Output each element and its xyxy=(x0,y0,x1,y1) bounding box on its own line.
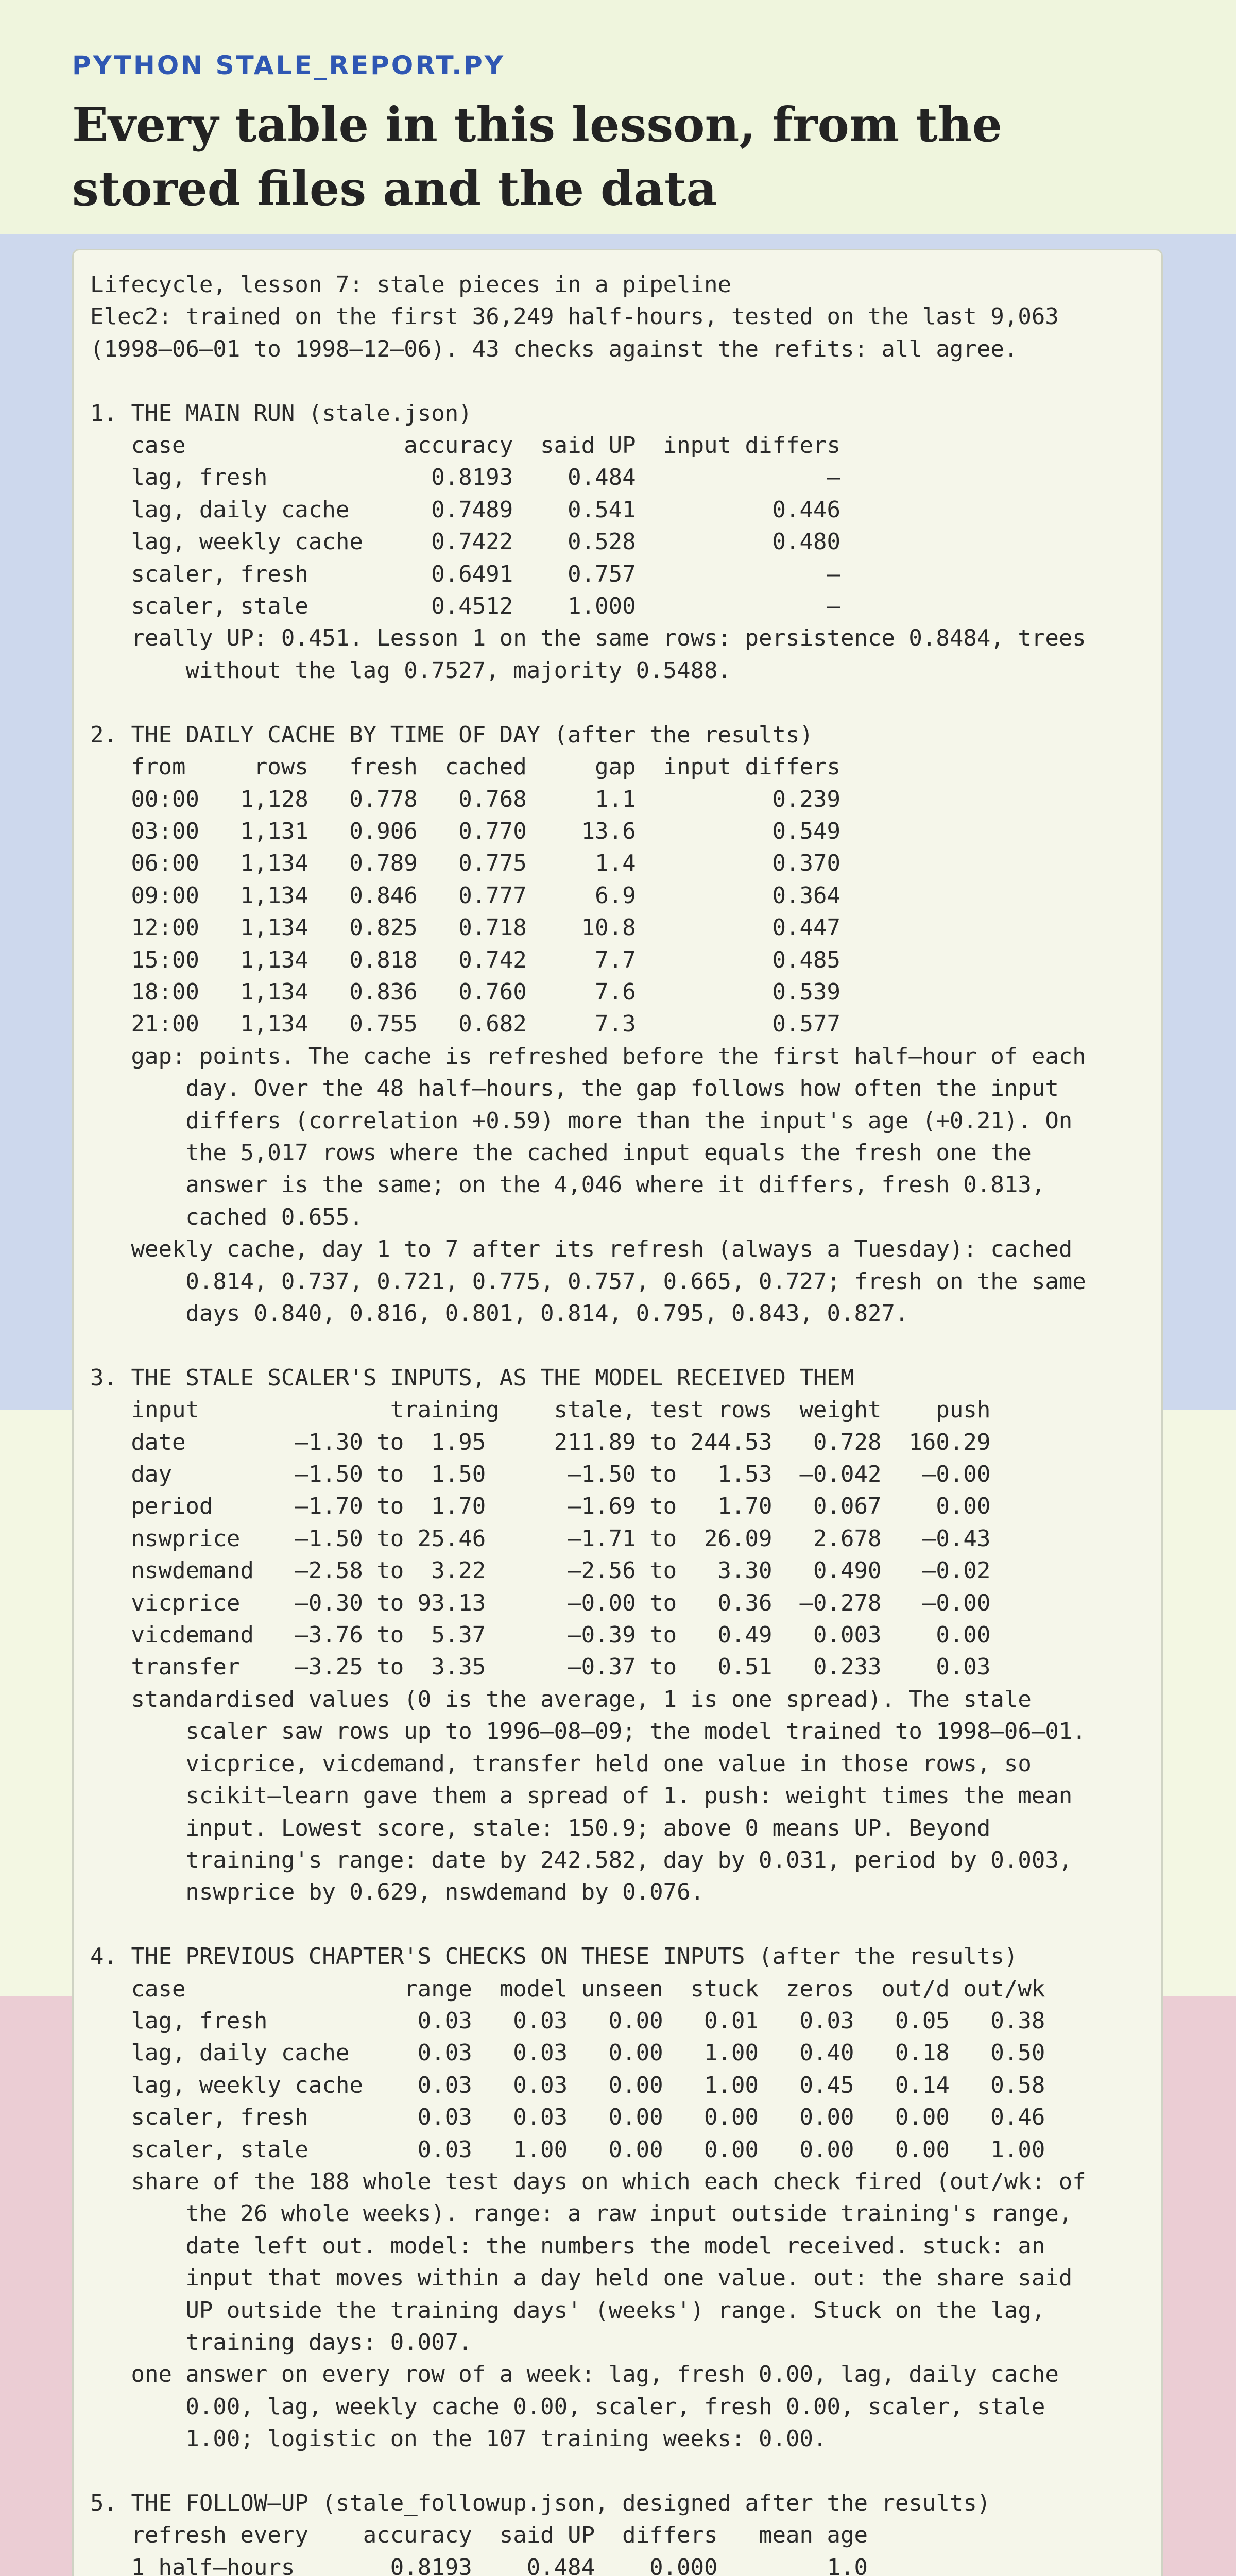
terminal-line: 15:00 1,134 0.818 0.742 7.7 0.485 xyxy=(90,946,840,973)
terminal-line: case accuracy said UP input differs xyxy=(90,432,840,459)
terminal-line: gap: points. The cache is refreshed before the first half–hour of each xyxy=(90,1043,1086,1070)
terminal-line: 0.814, 0.737, 0.721, 0.775, 0.757, 0.665, 0.727; fresh on the same xyxy=(90,1268,1086,1295)
command-label: PYTHON STALE_REPORT.PY xyxy=(72,50,505,80)
terminal-line: 09:00 1,134 0.846 0.777 6.9 0.364 xyxy=(90,882,840,909)
terminal-line: 3. THE STALE SCALER'S INPUTS, AS THE MODEL RECEIVED THEM xyxy=(90,1364,854,1391)
terminal-line: Lifecycle, lesson 7: stale pieces in a pipeline xyxy=(90,272,732,298)
terminal-line: 21:00 1,134 0.755 0.682 7.3 0.577 xyxy=(90,1011,840,1038)
terminal-line: input training stale, test rows weight push xyxy=(90,1397,991,1423)
terminal-line: date left out. model: the numbers the model received. stuck: an xyxy=(90,2232,1045,2259)
terminal-line: scaler, stale 0.4512 1.000 – xyxy=(90,593,840,620)
terminal-line: Elec2: trained on the first 36,249 half-hours, tested on the last 9,063 xyxy=(90,303,1059,330)
terminal-line: the 26 whole weeks). range: a raw input outside training's range, xyxy=(90,2200,1073,2227)
terminal-line: 06:00 1,134 0.789 0.775 1.4 0.370 xyxy=(90,850,840,877)
terminal-line: really UP: 0.451. Lesson 1 on the same rows: persistence 0.8484, trees xyxy=(90,625,1086,652)
terminal-line: share of the 188 whole test days on which each check fired (out/wk: of xyxy=(90,2168,1086,2195)
terminal-line: 12:00 1,134 0.825 0.718 10.8 0.447 xyxy=(90,914,840,941)
terminal-line: period –1.70 to 1.70 –1.69 to 1.70 0.067 0.00 xyxy=(90,1493,991,1520)
terminal-line: lag, daily cache 0.03 0.03 0.00 1.00 0.40 0.18 0.50 xyxy=(90,2040,1045,2066)
terminal-line: 1.00; logistic on the 107 training weeks: 0.00. xyxy=(90,2426,827,2452)
terminal-line: weekly cache, day 1 to 7 after its refresh (always a Tuesday): cached xyxy=(90,1236,1073,1263)
terminal-line: training's range: date by 242.582, day by 0.031, period by 0.003, xyxy=(90,1846,1073,1873)
terminal-line: vicprice –0.30 to 93.13 –0.00 to 0.36 –0.278 –0.00 xyxy=(90,1589,991,1616)
terminal-line: training days: 0.007. xyxy=(90,2329,472,2355)
terminal-line: answer is the same; on the 4,046 where it differs, fresh 0.813, xyxy=(90,1172,1045,1198)
terminal-line: refresh every accuracy said UP differs mean age xyxy=(90,2522,868,2549)
terminal-line: without the lag 0.7527, majority 0.5488. xyxy=(90,657,732,684)
terminal-line: day. Over the 48 half–hours, the gap follows how often the input xyxy=(90,1075,1059,1102)
terminal-line: cached 0.655. xyxy=(90,1204,363,1230)
terminal-line: the 5,017 rows where the cached input equals the fresh one the xyxy=(90,1139,1032,1166)
terminal-line: 00:00 1,128 0.778 0.768 1.1 0.239 xyxy=(90,786,840,812)
terminal-line: 5. THE FOLLOW–UP (stale_followup.json, designed after the results) xyxy=(90,2490,991,2517)
terminal-line: nswprice by 0.629, nswdemand by 0.076. xyxy=(90,1879,705,1906)
terminal-line: 4. THE PREVIOUS CHAPTER'S CHECKS ON THESE INPUTS (after the results) xyxy=(90,1943,1018,1970)
terminal-line: scaler saw rows up to 1996–08–09; the model trained to 1998–06–01. xyxy=(90,1718,1086,1745)
terminal-line: scaler, stale 0.03 1.00 0.00 0.00 0.00 0.00 1.00 xyxy=(90,2136,1045,2163)
terminal-line: days 0.840, 0.816, 0.801, 0.814, 0.795, 0.843, 0.827. xyxy=(90,1300,909,1327)
terminal-output xyxy=(90,269,1161,2576)
terminal-line: nswprice –1.50 to 25.46 –1.71 to 26.09 2.678 –0.43 xyxy=(90,1525,991,1552)
terminal-line: 0.00, lag, weekly cache 0.00, scaler, fresh 0.00, scaler, stale xyxy=(90,2393,1045,2420)
terminal-window[interactable] xyxy=(72,249,1163,2576)
terminal-line: lag, fresh 0.03 0.03 0.00 0.01 0.03 0.05 0.38 xyxy=(90,2007,1045,2034)
terminal-line: day –1.50 to 1.50 –1.50 to 1.53 –0.042 –0.00 xyxy=(90,1461,991,1488)
terminal-line: one answer on every row of a week: lag, fresh 0.00, lag, daily cache xyxy=(90,2361,1059,2388)
terminal-line: lag, fresh 0.8193 0.484 – xyxy=(90,464,840,491)
terminal-line: transfer –3.25 to 3.35 –0.37 to 0.51 0.233 0.03 xyxy=(90,1654,991,1681)
terminal-line: case range model unseen stuck zeros out/d out/wk xyxy=(90,1975,1045,2002)
terminal-line: scikit–learn gave them a spread of 1. push: weight times the mean xyxy=(90,1783,1073,1809)
terminal-line: 2. THE DAILY CACHE BY TIME OF DAY (after the results) xyxy=(90,721,813,748)
terminal-line: input. Lowest score, stale: 150.9; above 0 means UP. Beyond xyxy=(90,1815,991,1841)
terminal-line: (1998–06–01 to 1998–12–06). 43 checks against the refits: all agree. xyxy=(90,335,1018,362)
terminal-line: from rows fresh cached gap input differs xyxy=(90,754,840,781)
terminal-line: UP outside the training days' (weeks') range. Stuck on the lag, xyxy=(90,2297,1045,2324)
terminal-line: vicdemand –3.76 to 5.37 –0.39 to 0.49 0.003 0.00 xyxy=(90,1622,991,1649)
terminal-line: date –1.30 to 1.95 211.89 to 244.53 0.728 160.29 xyxy=(90,1429,991,1455)
terminal-line: vicprice, vicdemand, transfer held one value in those rows, so xyxy=(90,1750,1032,1777)
terminal-line: scaler, fresh 0.03 0.03 0.00 0.00 0.00 0.00 0.46 xyxy=(90,2104,1045,2131)
terminal-line: nswdemand –2.58 to 3.22 –2.56 to 3.30 0.490 –0.02 xyxy=(90,1557,991,1584)
terminal-line: standardised values (0 is the average, 1 is one spread). The stale xyxy=(90,1686,1032,1713)
page-title: Every table in this lesson, from the stored files and the data xyxy=(72,97,1003,216)
terminal-line: 03:00 1,131 0.906 0.770 13.6 0.549 xyxy=(90,818,840,844)
terminal-line: 1. THE MAIN RUN (stale.json) xyxy=(90,400,472,427)
terminal-line: input that moves within a day held one value. out: the share said xyxy=(90,2265,1073,2292)
terminal-line: differs (correlation +0.59) more than the input's age (+0.21). On xyxy=(90,1107,1073,1134)
terminal-line: scaler, fresh 0.6491 0.757 – xyxy=(90,561,840,587)
terminal-line: lag, weekly cache 0.7422 0.528 0.480 xyxy=(90,529,840,555)
terminal-line: 1 half–hours 0.8193 0.484 0.000 1.0 xyxy=(90,2554,868,2576)
terminal-line: 18:00 1,134 0.836 0.760 7.6 0.539 xyxy=(90,978,840,1005)
terminal-line: lag, weekly cache 0.03 0.03 0.00 1.00 0.45 0.14 0.58 xyxy=(90,2072,1045,2098)
terminal-line: lag, daily cache 0.7489 0.541 0.446 xyxy=(90,496,840,523)
